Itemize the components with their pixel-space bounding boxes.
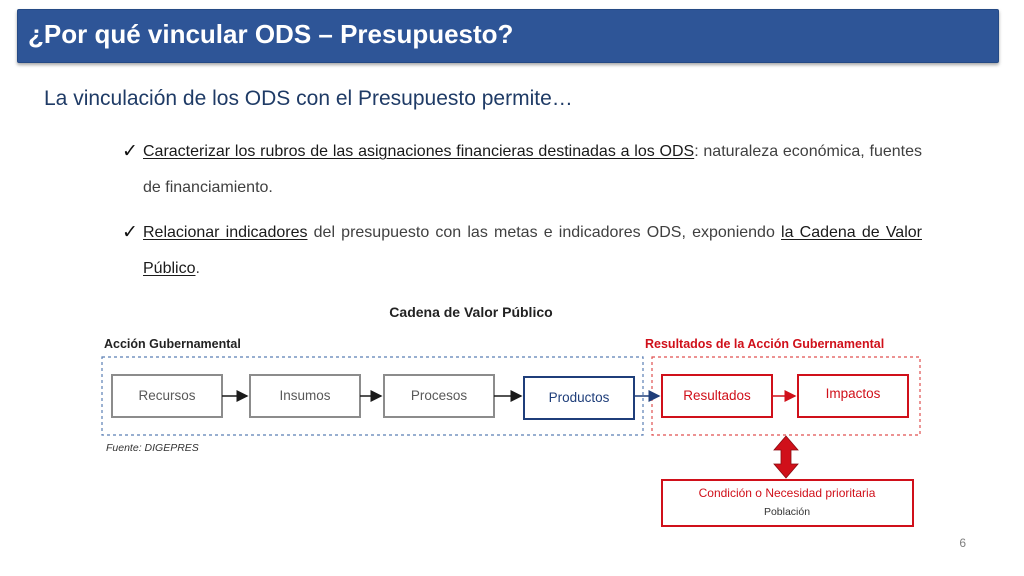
slide-subtitle: La vinculación de los ODS con el Presupuesto permite… [44,87,573,110]
checkmark-icon: ✓ [122,222,138,243]
bullet-end: . [195,260,200,277]
box-recursos-label: Recursos [138,388,196,403]
bullet-emphasis: Caracterizar los rubros de las asignaciones financieras destinadas a los ODS [143,143,695,160]
bullet-middle: del presupuesto con las metas e indicadores ODS, exponiendo [307,224,782,241]
page-number: 6 [959,536,966,550]
source-note: Fuente: DIGEPRES [106,442,199,454]
condition-title: Condición o Necesidad prioritaria [698,486,876,500]
right-group-label: Resultados de la Acción Gubernamental [645,337,885,351]
box-impactos-label: Impactos [825,386,881,401]
bullet-emphasis-2: la Cadena de Valor Público [143,224,922,277]
double-arrow-icon [774,436,798,478]
checkmark-icon: ✓ [122,141,138,162]
diagram-title: Cadena de Valor Público [389,304,553,320]
box-procesos-label: Procesos [410,388,468,403]
bullet-rest: : naturaleza económica, fuentes de financiamiento. [143,143,922,196]
slide-title: ¿Por qué vincular ODS – Presupuesto? [28,19,514,49]
box-productos-label: Productos [548,390,610,405]
bullet-emphasis: Relacionar indicadores [143,224,308,241]
left-group-label: Acción Gubernamental [104,337,241,351]
box-resultados-label: Resultados [683,388,751,403]
condition-subtitle: Población [763,506,811,518]
box-insumos-label: Insumos [279,388,331,403]
